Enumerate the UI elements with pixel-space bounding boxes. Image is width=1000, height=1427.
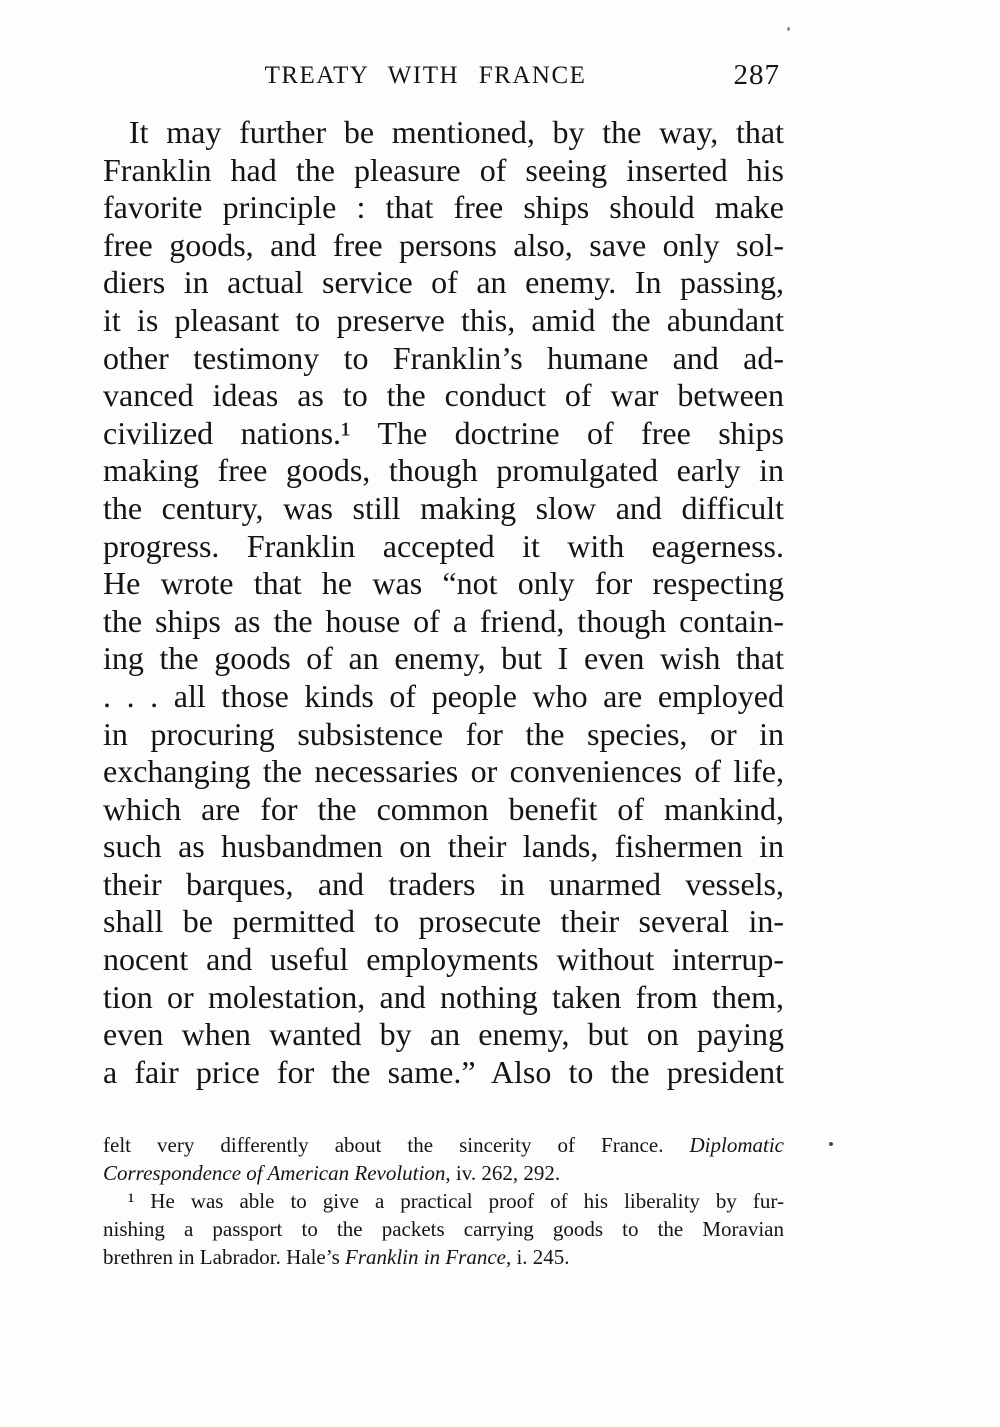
footnote-line: ¹ He was able to give a practical proof of his liberality by fur- [128, 1189, 784, 1213]
running-head [103, 59, 784, 91]
text-line: tion or molestation, and nothing taken from them, [103, 978, 784, 1015]
body-text [103, 114, 784, 1091]
text-line: their barques, and traders in unarmed vessels, [103, 865, 784, 902]
footnote-line [103, 1131, 784, 1159]
text-line: favorite principle : that free ships should make [103, 189, 784, 226]
footnote-line [103, 1243, 784, 1271]
footnote-text: felt very differently about the sincerity of France. [103, 1133, 690, 1157]
text-line: . . . all those kinds of people who are employed [103, 677, 784, 714]
footnote-text: , i. 245. [505, 1245, 570, 1269]
footnote-italic-title: Diplomatic [689, 1133, 784, 1157]
text-line: the century, was still making slow and difficult [103, 489, 784, 526]
footnote-line [103, 1159, 784, 1187]
text-line: in procuring subsistence for the species, or in [103, 715, 784, 752]
running-head-title: TREATY WITH FRANCE [264, 62, 587, 89]
footnote-italic-title: Franklin in France [345, 1245, 506, 1269]
footnote-line: nishing a passport to the packets carrying goods to the Moravian [103, 1217, 784, 1241]
text-line: free goods, and free persons also, save only sol- [103, 226, 784, 263]
page-number: 287 [733, 59, 780, 91]
text-line: diers in actual service of an enemy. In passing, [103, 264, 784, 301]
scan-speck [787, 27, 790, 31]
text-line: the ships as the house of a friend, though contain- [103, 602, 784, 639]
text-line: civilized nations.¹ The doctrine of free ships [103, 414, 784, 451]
text-line: He wrote that he was “not only for respecting [103, 565, 784, 602]
text-line: such as husbandmen on their lands, fishermen in [103, 828, 784, 865]
footnote-text: , iv. 262, 292. [445, 1161, 561, 1185]
text-line: Franklin had the pleasure of seeing inserted his [103, 151, 784, 188]
text-line: a fair price for the same.” Also to the president [103, 1053, 784, 1090]
text-line: making free goods, though promulgated early in [103, 452, 784, 489]
text-line: shall be permitted to prosecute their several in- [103, 903, 784, 940]
text-line: it is pleasant to preserve this, amid the abundant [103, 301, 784, 338]
text-line: other testimony to Franklin’s humane and ad- [103, 339, 784, 376]
text-line: nocent and useful employments without interrup- [103, 941, 784, 978]
text-line: ing the goods of an enemy, but I even wish that [103, 640, 784, 677]
scan-speck [829, 1142, 833, 1146]
text-line: vanced ideas as to the conduct of war between [103, 377, 784, 414]
text-line: which are for the common benefit of mankind, [103, 790, 784, 827]
text-line: progress. Franklin accepted it with eagerness. [103, 527, 784, 564]
text-line: exchanging the necessaries or conveniences of life, [103, 753, 784, 790]
text-line: even when wanted by an enemy, but on paying [103, 1016, 784, 1053]
footnote-section [103, 1131, 784, 1271]
footnote-text: brethren in Labrador. Hale’s [103, 1245, 345, 1269]
text-line: It may further be mentioned, by the way, that [129, 114, 784, 150]
footnote-italic-title: Correspondence of American Revolution [103, 1161, 446, 1185]
